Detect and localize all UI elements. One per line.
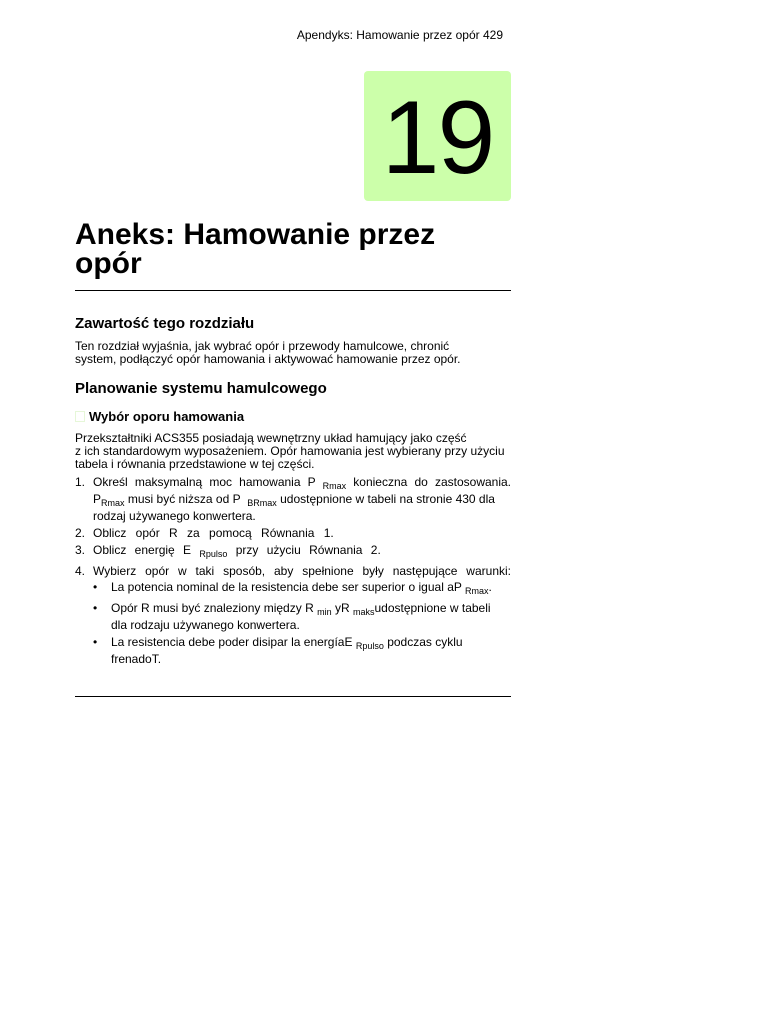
paragraph-line: tabela i równania przedstawione w tej części. [75,457,315,471]
step-line [93,493,511,510]
step-item [75,527,511,540]
step-number: 1. [75,475,86,489]
subscript: BRmax [247,498,277,508]
chapter-number-box [364,71,511,201]
condition-text: La potencia nominal de la resistencia debe ser superior o igual aP [111,580,462,594]
condition-text: Opór R musi być znaleziony między R [111,601,314,615]
condition-text: podczas cyklu [387,635,463,649]
conditions-list [93,581,511,666]
condition-item [93,636,511,666]
step-line [93,544,511,561]
condition-line: dla rodzaju używanego konwertera. [111,618,300,632]
step-item [75,476,511,523]
step-text: przy użyciu Równania 2. [235,543,381,557]
subsection-heading-text: Wybór oporu hamowania [89,409,245,424]
section-contents-paragraph [75,340,511,366]
step-text: musi być niższa od P [127,492,241,506]
subscript: Rmax [101,498,125,508]
step-line: rodzaj używanego konwertera. [93,509,256,523]
condition-line [111,636,511,653]
subscript: Rmax [465,586,489,596]
paragraph-line: Ten rozdział wyjaśnia, jak wybrać opór i przewody hamulcowe, chronić [75,339,450,353]
step-text: Oblicz opór R za pomocą Równania 1. [93,526,334,540]
condition-item [93,581,511,598]
page-title [75,220,511,278]
subsection-heading [75,409,244,424]
condition-line [111,602,511,619]
step-text: Określ maksymalną moc hamowania P [93,475,316,489]
step-number: 2. [75,526,86,540]
subscript: Rmax [322,481,347,491]
heading-marker-icon [75,411,85,422]
subscript: min [317,607,332,617]
section-heading-planning: Planowanie systemu hamulcowego [75,380,327,397]
paragraph-line: z ich standardowym wyposażeniem. Opór hamowania jest wybierany przy użyciu [75,444,505,458]
steps-list [75,476,511,670]
chapter-number: 19 [381,80,494,196]
intro-paragraph [75,432,511,471]
condition-item [93,602,511,632]
bullet-icon: • [93,635,98,649]
paragraph-line: Przekształtniki ACS355 posiadają wewnętrzny układ hamujący jako część [75,431,467,445]
subscript: Rpulso [355,641,384,651]
step-line [93,476,511,493]
step-number: 4. [75,564,86,578]
condition-text: La resistencia debe poder disipar la energíaE [111,635,353,649]
step-text: Oblicz energię E [93,543,192,557]
step-text: P [93,492,102,506]
subscript: maks [352,607,375,617]
condition-line: frenadoT. [111,652,162,666]
condition-text: udostępnione w tabeli [374,601,491,615]
section-heading-contents: Zawartość tego rozdziału [75,315,255,332]
step-text: udostępnione w tabeli na stronie 430 dla [280,492,495,506]
paragraph-line: system, podłączyć opór hamowania i aktywować hamowanie przez opór. [75,352,461,366]
bullet-icon: • [93,580,98,594]
page-title-line2: opór [75,247,142,280]
running-header: Apendyks: Hamowanie przez opór 429 [296,28,503,42]
step-number: 3. [75,543,86,557]
condition-text: yR [334,601,350,615]
condition-text: . [488,580,492,594]
title-divider [75,290,511,291]
page-title-line1: Aneks: Hamowanie przez [75,218,436,251]
bottom-divider [75,696,511,697]
bullet-icon: • [93,601,98,615]
step-item [75,544,511,561]
step-text: konieczna do zastosowania. [353,475,512,489]
step-text: Wybierz opór w taki sposób, aby spełnione były następujące warunki: [93,564,511,578]
step-item [75,565,511,666]
subscript: Rpulso [199,549,228,559]
condition-line [111,581,511,598]
